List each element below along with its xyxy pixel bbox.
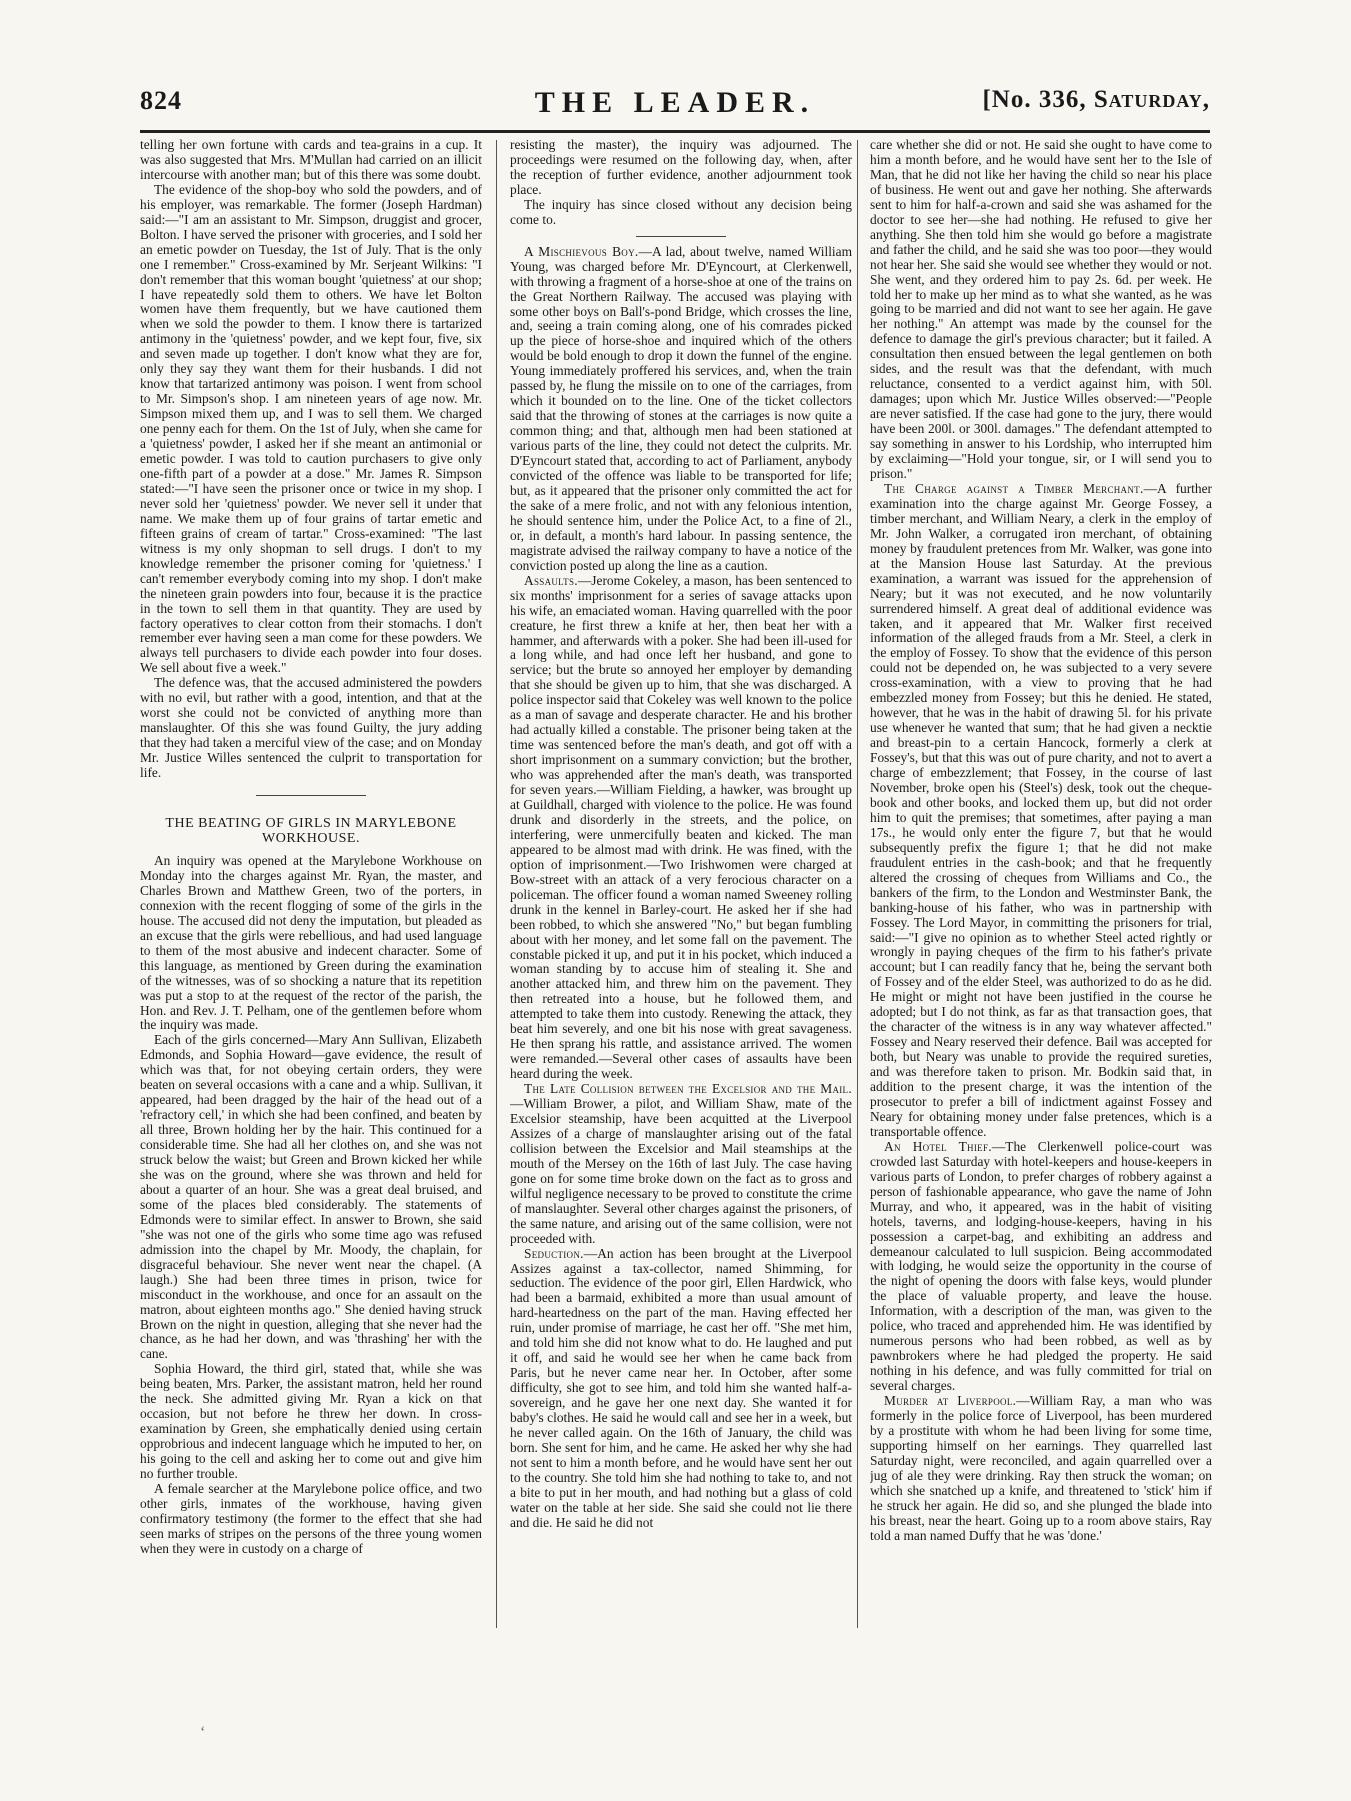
news-item-body: —William Ray, a man who was formerly in the police force of Liverpool, has been murdered by a prostitute with whom he had been living for some time, supporting himself on her earnings. They quarrelled last Saturday night, were reconciled, and again quarrelled over a jug of ale they were drinking. Ray then struck the woman; on which she snatched up a knife, and threatened to 'stick' him if he struck her again. He did so, and she plunged the blade into his breast, near the heart. Going up to a room above stairs, Ray told a man named Duffy that he was 'done.' xyxy=(870,1393,1212,1543)
news-item-lead: An Hotel Thief. xyxy=(884,1138,992,1154)
article-paragraph: care whether she did or not. He said she ought to have come to him a month before, and he would have sent her to the Isle of Man, that he did not like her having the child so near his place of business. He went out and gave her nothing. She afterwards sent to him for half-a-crown and said she was ashamed for the doctor to see her—she had nothing. He refused to give her anything. She then told him she would go before a magistrate and father the child, and he said she was too poor—they would not hear her. She said she would see whether they would or not. She went, and they ordered him to pay 2s. 6d. per week. He told her to make up her mind as to what she wanted, as he was going to be married and did not want to see her again. He gave her nothing." An attempt was made by the counsel for the defence to damage the girl's previous character; but it failed. A consultation then ensued between the legal gentlemen on both sides, and the result was that the defendant, with much reluctance, consented to a verdict against him, with 50l. damages; upon which Mr. Justice Willes observed:—"People are never satisfied. If the case had gone to the jury, there would have been 200l. or 300l. damages." The defendant attempted to say something in answer to his Lordship, who interrupted him by exclaiming—"Hold your tongue, sir, or I will send you to prison." xyxy=(870,138,1212,481)
masthead-rule xyxy=(140,130,1210,133)
news-item-lead: The Charge against a Timber Merchant. xyxy=(884,480,1144,496)
article-paragraph: A female searcher at the Marylebone police office, and two other girls, inmates of the workhouse, having given confirmatory testimony (the former to the effect that she had seen marks of stripes on the persons of the three young women when they were in custody on a charge of xyxy=(140,1481,482,1556)
issue-info xyxy=(982,86,1210,114)
stray-mark: ‘ xyxy=(200,1724,206,1741)
column-1 xyxy=(140,138,482,1628)
article-paragraph: The inquiry has since closed without any decision being come to. xyxy=(510,196,852,227)
issue-day: Saturday, xyxy=(1093,86,1210,113)
section-rule xyxy=(256,795,366,796)
issue-number: [No. 336, xyxy=(982,86,1087,113)
news-item xyxy=(510,1082,852,1246)
column-divider xyxy=(496,140,497,1628)
paper-title: THE LEADER. xyxy=(534,86,816,119)
article-paragraph: telling her own fortune with cards and tea-grains in a cup. It was also suggested that Mrs. M'Mullan had carried on an illicit intercourse with another man; but of this there was some doubt. xyxy=(140,138,482,182)
article-paragraph: resisting the master), the inquiry was adjourned. The proceedings were resumed on the following day, when, after the reception of further evidence, another adjournment took place. xyxy=(510,138,852,197)
news-item xyxy=(870,1140,1212,1394)
section-heading: THE BEATING OF GIRLS IN MARYLEBONE WORKHOUSE. xyxy=(165,815,457,846)
page-number: 824 xyxy=(140,86,182,115)
masthead xyxy=(140,86,1210,132)
news-item-body: —An action has been brought at the Liverpool Assizes against a tax-collector, named Shimming, for seduction. The evidence of the poor girl, Ellen Hardwick, who had been a barmaid, exhibited a more than usual amount of hard-heartedness on the part of the man. Having effected her ruin, under promise of marriage, he cast her off. "She met him, and told him she did not know what to do. He laughed and put it off, and said he would see her when he came back from Paris, but he never came near her. In October, after some difficulty, she got to see him, and told him she wanted half-a-sovereign, and he gave her one next day. She wanted it for baby's clothes. He said he would call and see her in a week, but he never called again. On the 16th of January, the child was born. She sent for him, and he came. He asked her why she had not sent to him a month before, and he would have sent her out to the country. She told him she had nothing to take to, and not a bite to put in her mouth, and had nothing but a glass of cold water on the table at her side. She said she could not lie there and die. He said he did not xyxy=(510,1245,852,1530)
news-item-body: —Jerome Cokeley, a mason, has been sentenced to six months' imprisonment for a series of savage attacks upon his wife, an emaciated woman. Having quarrelled with the poor creature, he first threw a knife at her, then beat her with a hammer, and afterwards with a poker. She had been ill-used for a long while, and had once left her husband, and gone to service; but the brute so annoyed her employer by demanding that she should be given up to him, that she was discharged. A police inspector said that Cokeley was well known to the police as a man of savage and desperate character. He and his brother had actually killed a constable. The prisoner being taken at the time was sentenced before the man's death, and got off with a short imprisonment on a summary conviction; but the brother, who was apprehended after the man's death, was transported for seven years.—William Fielding, a hawker, was brought up at Guildhall, charged with violence to the police. He was found drunk and disorderly in the streets, and the police, on interfering, were unmercifully beaten and kicked. The man appeared to be almost mad with drink. He was fined, with the option of imprisonment.—Two Irishwomen were charged at Bow-street with an attack of a very ferocious character on a policeman. The officer found a woman named Sweeney rolling drunk in the kennel in Barley-court. He asked her if she had been robbed, to which she answered "No," but began fumbling about with her money, and let some fall on the pavement. The constable picked it up, and put it in his pocket, which induced a woman standing by to accuse him of stealing it. She and another attacked him, and threw him on the pavement. They then retreated into a house, but he followed them, and attempted to take them into custody. Renewing the attack, they beat him severely, and one bit his nose with great savageness. He then sprang his rattle, and assistance arrived. The women were remanded.—Several other cases of assaults have been heard during the week. xyxy=(510,572,852,1082)
news-item xyxy=(870,482,1212,1140)
column-divider xyxy=(857,140,858,1628)
news-item-lead: The Late Collision between the Excelsior and the Mail. xyxy=(524,1081,852,1097)
section-rule xyxy=(636,236,726,237)
news-item-lead: Assaults. xyxy=(524,572,578,588)
news-item xyxy=(510,245,852,574)
news-item-lead: A Mischievous Boy. xyxy=(524,243,639,259)
news-item-body: —A lad, about twelve, named William Young, was charged before Mr. D'Eyncourt, at Clerkenwell, with throwing a fragment of a horse-shoe at one of the trains on the Great Northern Railway. The accused was playing with some other boys on Ball's-pond Bridge, which crosses the line, and, seeing a train coming along, one of his comrades picked up the piece of horse-shoe and inquired which of the others would be bold enough to drop it down the funnel of the engine. Young immediately proffered his services, and, when the train passed by, he flung the missile on to one of the carriages, from which it bounded on to the line. One of the ticket collectors said that the throwing of stones at the carriages is now quite a common thing; and that, although men had been stationed at various parts of the line, they could not detect the culprits. Mr. D'Eyncourt stated that, according to act of Parliament, anybody convicted of the offence was liable to be transported for life; but, as it appeared that the prisoner only committed the act for the sake of a mere frolic, and not with any felonious intention, he should sentence him, under the Police Act, to a fine of 2l., or, in default, a month's hard labour. In passing sentence, the magistrate advised the railway company to have a notice of the conviction posted up along the line as a caution. xyxy=(510,243,852,573)
article-paragraph: The defence was, that the accused administered the powders with no evil, but rather with a good, intention, and that at the worst she could not be convicted of anything more than manslaughter. Of this she was found Guilty, the jury adding that they had taken a merciful view of the case; and on Monday Mr. Justice Willes sentenced the culprit to transportation for life. xyxy=(140,675,482,781)
news-item-body: —The Clerkenwell police-court was crowded last Saturday with hotel-keepers and house-keepers in various parts of London, to prefer charges of robbery against a person of fashionable appearance, who gave the name of John Murray, and who, it appeared, was in the habit of visiting hotels, taverns, and lodging-house-keepers, having in his possession a carpet-bag, and exhibiting an address and demeanour calculated to lull suspicion. Being accommodated with lodging, he would seize the opportunity in the course of the night of opening the doors with false keys, would plunder the place of valuable property, and leave the house. Information, with a description of the man, was given to the police, who traced and apprehended him. He was identified by numerous persons who had been robbed, as well as by pawnbrokers where he had pledged the property. He said nothing in his defence, and was fully committed for trial on several charges. xyxy=(870,1138,1212,1394)
column-3 xyxy=(870,138,1212,1628)
news-item xyxy=(870,1394,1212,1544)
article-paragraph: Each of the girls concerned—Mary Ann Sullivan, Elizabeth Edmonds, and Sophia Howard—gave evidence, the result of which was that, for not obeying certain orders, they were beaten on several occasions with a cane and a whip. Sullivan, it appeared, had been dragged by the hair of the head out of a 'refractory cell,' in which she had been confined, and beaten by all three, Brown holding her by the hair. This continued for a considerable time. She had all her clothes on, and she was not struck below the waist; but Green and Brown kicked her while she was on the ground, where she was thrown and held for about a quarter of an hour. She was a great deal bruised, and some of the places bled considerably. The statements of Edmonds were to similar effect. In answer to Brown, she said "she was not one of the girls who some time ago was refused admission into the chapel by Mr. Moody, the chaplain, for disgraceful behaviour. She never went near the chapel. (A laugh.) She had been three times in prison, twice for misconduct in the workhouse, and once for an assault on the matron, about eighteen months ago." She denied having struck Brown on the night in question, alleging that she never had the chance, as he had her down, and was 'thrashing' her with the cane. xyxy=(140,1032,482,1362)
article-paragraph: An inquiry was opened at the Marylebone Workhouse on Monday into the charges against Mr. Ryan, the master, and Charles Brown and Matthew Green, two of the porters, in connexion with the recent flogging of some of the girls in the house. The accused did not deny the imputation, but pleaded as an excuse that the girls were rebellious, and had used language to them of the most abusive and indecent character. Some of this language, as mentioned by Green during the examination of the witnesses, was of so shocking a nature that its repetition was put a stop to at the request of the rector of the parish, the Hon. and Rev. J. T. Pelham, one of the gentlemen before whom the inquiry was made. xyxy=(140,852,482,1033)
news-item-body: —A further examination into the charge against Mr. George Fossey, a timber merchant, and William Neary, a clerk in the employ of Mr. John Walker, a corrugated iron merchant, of obtaining money by fraudulent pretences from Mr. Walker, was gone into at the Mansion House last Saturday. At the previous examination, a warrant was issued for the apprehension of Neary; but it was not executed, and he now voluntarily surrendered himself. A great deal of additional evidence was taken, and it appeared that Mr. Walker first received information of the alleged frauds from a Mr. Steel, a clerk in the employ of Fossey. To show that the evidence of this person could not be depended on, he was subjected to a very severe cross-examination, with a view to proving that he had embezzled money from Fossey; but this he denied. He stated, however, that he was in the habit of drawing 5l. for his private use whenever he wanted that sum; that he had given a necktie and breast-pin to a certain Hancock, formerly a clerk at Fossey's, but that this was out of pure charity, and not to avert a charge of embezzlement; that Fossey, in the course of last November, broke open his (Steel's) desk, took out the cheque-book and other books, and locked them up, but did not order him to quit the premises; that sometimes, after paying a man 17s., he would only enter the figure 7, but that he would subsequently prefix the figure 1; that he did not make fraudulent entries in the cash-book; and that he frequently altered the crossing of cheques from Williams and Co., the bankers of the firm, to the London and Westminster Bank, the banking-house of his father, who was in partnership with Fossey. The Lord Mayor, in committing the prisoners for trial, said:—"I give no opinion as to whether Steel acted rightly or wrongly in paying cheques of the firm to his father's private account; but I can readily fancy that he, being the servant both of Fossey and of the elder Steel, was authorized to do as he did. He might or might not have been justified in the course he adopted; but I do not think, as far as that transaction goes, that the character of the witness is in any way whatever affected." Fossey and Neary reserved their defence. Bail was accepted for both, but Neary was unable to provide the required sureties, and was therefore taken to prison. Mr. Bodkin said that, in addition to the present charge, it was the intention of the prosecutor to prefer a bill of indictment against Fossey and Neary for obtaining money under false pretences, which is a transportable offence. xyxy=(870,480,1212,1139)
column-2 xyxy=(510,138,852,1628)
article-paragraph: The evidence of the shop-boy who sold the powders, and of his employer, was remarkable. The former (Joseph Hardman) said:—"I am an assistant to Mr. Simpson, druggist and grocer, Bolton. I have served the prisoner with groceries, and I sold her an emetic powder on Tuesday, the 1st of July. That is the only one I remember." Cross-examined by Mr. Serjeant Wilkins: "I don't remember that this woman bought 'quietness' at our shop; I have repeatedly sold them to others. We have let Bolton women have them frequently, but we have cautioned them when we sold the powder to them. I know there is tartarized antimony in the 'quietness' powder, and we kept four, five, six and seven made up together. I don't know what they are for, only they say they want them for their husbands. I did not know that tartarized antimony was poison. I went from school to Mr. Simpson's shop. I am nineteen years of age now. Mr. Simpson mixed them up, and I was to sell them. We charged one penny each for them. On the 1st of July, when she came for a 'quietness' powder, I asked her if she meant an antimonial or emetic powder. I was told to caution purchasers to give only one-fifth part of a powder at a dose." Mr. James R. Simpson stated:—"I have seen the prisoner once or twice in my shop. I never sold her 'quietness' powder. We never sell it under that name. We make them up of four grains of tartar emetic and fifteen grains of cream of tartar." Cross-examined: "The last witness is my only shopman to sell drugs. I don't to my knowledge remember the prisoner coming for 'quietness.' I can't remember everybody coming into my shop. I don't make the nineteen grain powders into four, because it is the practice in the town to sell them in that quantity. They are used by factory operatives to clear cotton from their stomachs. I don't remember ever having seen a man come for these powders. We always tell purchasers to divide each powder into four doses. We sell about five a week." xyxy=(140,181,482,676)
news-item-lead: Seduction. xyxy=(524,1245,584,1261)
news-item-body: —William Brower, a pilot, and William Shaw, mate of the Excelsior steamship, have been acquitted at the Liverpool Assizes of a charge of manslaughter arising out of the fatal collision between the Excelsior and Mail steamships at the mouth of the Mersey on the 16th of last July. The case having gone on for some time broke down on the fact as to gross and wilful negligence necessary to be proved to constitute the crime of manslaughter. Several other charges against the prisoners, of the same nature, and arising out of the same collision, were not proceeded with. xyxy=(510,1096,852,1246)
news-item xyxy=(510,1247,852,1531)
news-item-lead: Murder at Liverpool. xyxy=(884,1393,1017,1409)
article-paragraph: Sophia Howard, the third girl, stated that, while she was being beaten, Mrs. Parker, the assistant matron, held her round the neck. She admitted giving Mr. Ryan a kick on that occasion, but not before he threw her down. In cross-examination by Green, she emphatically denied using certain opprobrious and indecent language which he imputed to her, on his going to the cell and asking her to come out and give him no further trouble. xyxy=(140,1361,482,1482)
news-item xyxy=(510,574,852,1082)
